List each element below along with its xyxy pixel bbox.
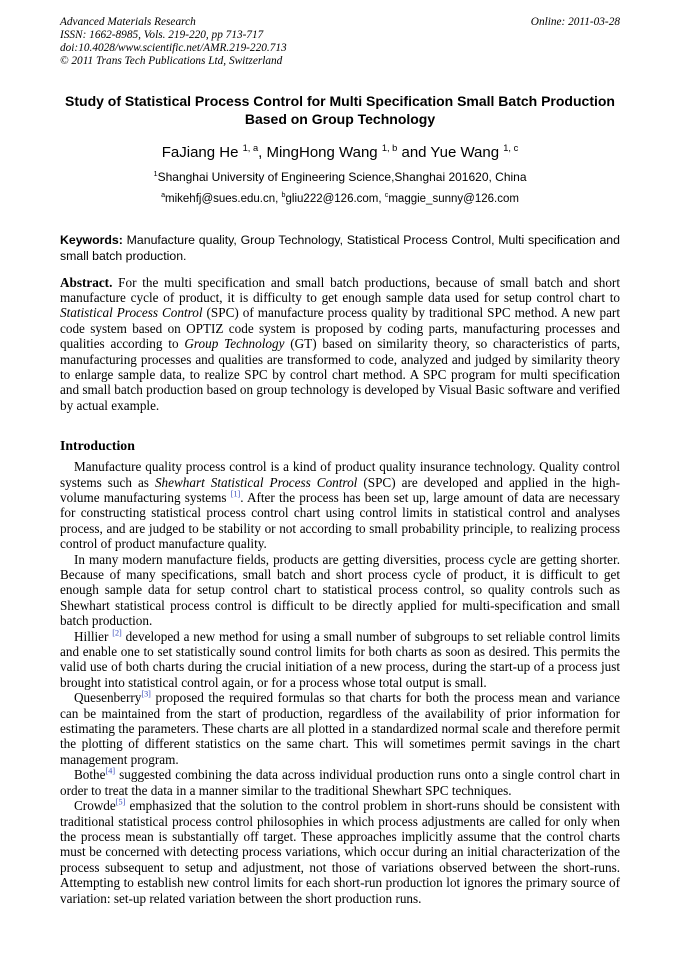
text-run: Shanghai University of Engineering Science,Shanghai 201620, China [157,169,527,184]
text-run: emphasized that the solution to the control problem in short-runs should be consistent with traditional statistical process control philosophies in which process adjustments are called for only when the process mean is substantially off target. These approaches implicitly assume that the control charts must be concerned with detecting process variations, which occur during an initial characterization of the process subsequent to setup and adjustment, not those of variations observed between the short-runs. Attempting to establish new control limits for each short-run production lot ignores the primary source of variation: set-up related variation between the short production runs. [60,798,620,906]
text-run: Abstract. [60,274,119,290]
text-run: 1, b [381,142,398,153]
text-run: (SPC) are developed and applied in the high-volume manufacturing systems [60,474,620,505]
journal-title: Advanced Materials Research [60,16,196,28]
text-run: For the multi specification and small batch productions, because of small batch and short manufacture cycle of product, it is difficulty to get enough sample data used for setup control chart to [60,274,620,305]
section-heading-introduction: Introduction [60,438,135,454]
text-run: Shewhart Statistical Process Control [154,474,358,490]
reference-marker[interactable]: [1] [230,489,241,499]
text-run: FaJiang He [161,143,243,161]
text-run: In many modern manufacture fields, products are getting diversities, process cycle are getting shorter. Because of many specifications, small batch and short process cycle of product, it is difficult to get enough sample data for setup control chart to statistical process control, so quality controls such as Shewhart statistical process control is difficult to be directly applied for multi-specification and small batch production. [60,551,620,629]
text-run: 1, c [503,142,519,153]
text-run: suggested combining the data across individual production runs onto a single control chart in order to treat the data in a manner similar to the traditional Shewhart SPC techniques. [60,767,620,798]
journal-header [60,16,620,68]
text-run: a [161,190,166,199]
reference-marker[interactable]: [2] [112,628,122,638]
text-run: Crowde [74,798,116,814]
online-date: Online: 2011-03-28 [530,16,620,28]
text-run: gliu222@126.com, [285,192,385,205]
text-run: 1, a [242,142,259,153]
issn-line: ISSN: 1662-8985, Vols. 219-220, pp 713-717 [60,28,264,41]
reference-marker[interactable]: [4] [105,766,116,776]
introduction-paragraph-4 [60,690,620,767]
text-run: Keywords: [60,232,127,247]
text-run: (SPC) of manufacture process quality by traditional SPC method. A new part code system based on OPTIZ code system is proposed by coding parts, manufacturing processes and qualities according to [60,305,620,352]
reference-marker[interactable]: [5] [115,797,126,807]
text-run: proposed the required formulas so that charts for both the process mean and variance can be maintained from the start of production, regardless of the availability of prior information for estimating the parameters. These charts are all plotted in a standardized normal scale and therefore permit the plotting of different statistics on the same chart. This will sometimes permit savings in the chart management program. [60,690,620,767]
introduction-paragraph-1 [60,459,620,551]
text-run: Manufacture quality process control is a kind of product quality insurance technology. Quality control systems such as [60,459,620,490]
text-run: mikehfj@sues.edu.cn, [165,192,282,205]
text-run: maggie_sunny@126.com [388,192,519,205]
text-run: Statistical Process Control [60,305,203,321]
emails-line [60,190,620,205]
text-run: b [281,190,286,199]
text-run: c [384,190,389,199]
introduction-paragraph-5 [60,767,620,798]
journal-header-left [60,16,287,68]
keywords-paragraph [60,232,620,264]
text-run: , MingHong Wang [258,143,382,161]
introduction-paragraph-3 [60,629,620,691]
text-run: Bothe [74,767,106,783]
reference-marker[interactable]: [3] [141,689,151,699]
authors-line [60,144,620,161]
text-run: Group Technology [184,336,285,352]
text-run: (GT) based on similarity theory, so characteristics of parts, manufacturing processes and qualities are transformed to code, analyzed and judged by similarity theory to enlarge sample data, to realize SPC by control chart method. A SPC program for multi specification and small batch production based on group technology is developed by Visual Basic software and verified by actual example. [60,336,621,413]
text-run: Hillier [74,628,113,644]
text-run: . After the process has been set up, large amount of data are necessary for constructing statistical process control chart using control limits in statistical control and analyses process, and are judged to be stability or not according to small probability principle, to realizing process control of product manufacture quality. [60,489,621,552]
text-run: 1 [153,168,158,178]
text-run: Quesenberry [74,690,142,706]
abstract-paragraph [60,275,620,414]
text-run: Manufacture quality, Group Technology, Statistical Process Control, Multi specification and small batch production. [60,232,620,263]
affiliation-line [60,170,620,184]
introduction-paragraph-2 [60,552,620,629]
paper-title: Study of Statistical Process Control for Multi Specification Small Batch Production Based on Group Technology [65,92,615,127]
introduction-paragraph-6 [60,798,620,906]
text-run: and Yue Wang [397,143,504,161]
doi-line: doi:10.4028/www.scientific.net/AMR.219-220.713 [60,41,287,54]
text-run: developed a new method for using a small number of subgroups to set reliable control limits and enable one to set statistically sound control limits for both charts as soon as desired. This permits the valid use of both charts during the crucial initiation of a new process, during the start-up of a process just brought into statistical control again, or for a process whose total output is small. [60,628,620,690]
copyright-line: © 2011 Trans Tech Publications Ltd, Switzerland [60,54,283,67]
